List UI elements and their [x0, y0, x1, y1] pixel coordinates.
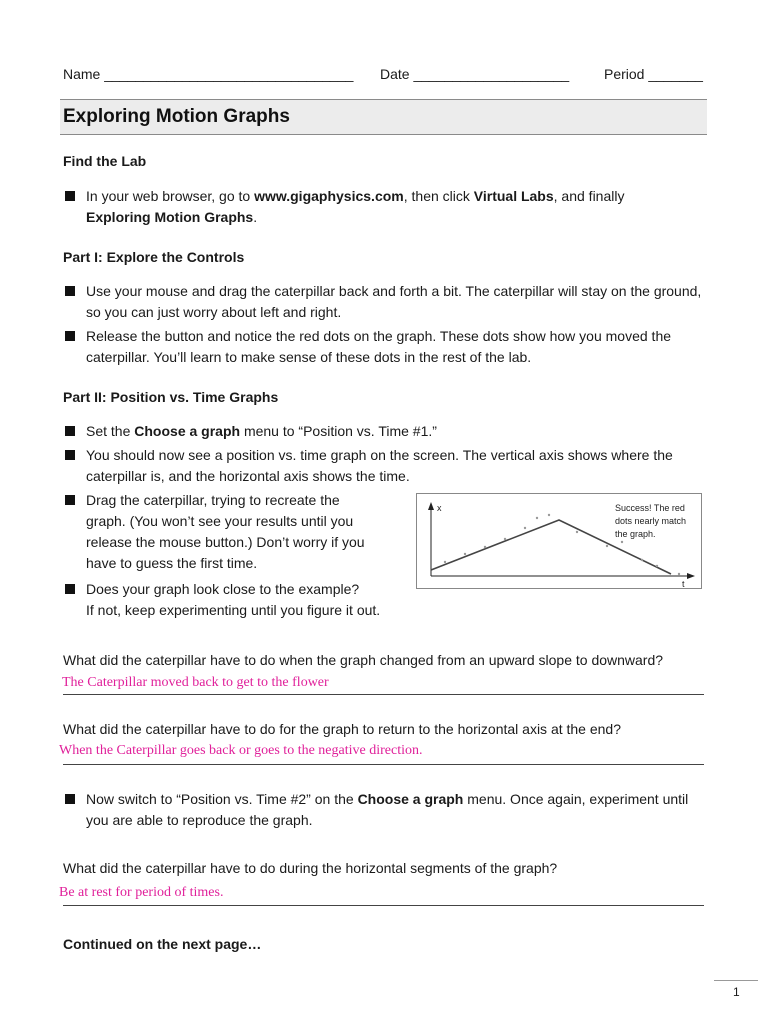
dot [678, 573, 680, 575]
part1-heading: Part I: Explore the Controls [63, 249, 245, 265]
continued-note: Continued on the next page… [63, 936, 262, 952]
question-1: What did the caterpillar have to do when the graph changed from an upward slope to downward? [63, 652, 664, 668]
bullet-square-icon [65, 584, 75, 594]
x-axis-label: x [437, 503, 442, 513]
part2-b3-line4: have to guess the first time. [86, 555, 258, 571]
bullet-square-icon [65, 286, 75, 296]
part2-b4-line2: If not, keep experimenting until you figure it out. [86, 602, 381, 618]
question-3: What did the caterpillar have to do during the horizontal segments of the graph? [63, 860, 558, 876]
bullet-square-icon [65, 450, 75, 460]
bullet-square-icon [65, 191, 75, 201]
dot [444, 561, 446, 563]
dot [656, 565, 658, 567]
success-line1: Success! The red [615, 503, 685, 513]
title-band [60, 99, 707, 135]
find-lab-text-end: . [253, 209, 258, 225]
virtual-labs-label: Virtual Labs [473, 188, 554, 204]
success-line3: the graph. [615, 529, 656, 539]
page-number-rule [714, 980, 758, 981]
part2-b4-line1: Does your graph look close to the example? [86, 581, 360, 597]
bullet-square-icon [65, 331, 75, 341]
answer-line-2 [63, 764, 704, 765]
part2b-pre: Now switch to “Position vs. Time #2” on the [86, 791, 358, 807]
x-axis-arrow-icon [687, 573, 695, 579]
part2b-post: menu. Once again, experiment until you are able to reproduce the graph. [86, 791, 689, 828]
part2-bullet-3 [63, 490, 403, 574]
bullet-square-icon [65, 426, 75, 436]
success-line2: dots nearly match [615, 516, 687, 526]
page-title: Exploring Motion Graphs [63, 106, 290, 127]
success-caption [615, 502, 701, 541]
t-axis-label: t [682, 579, 685, 589]
answer-3[interactable]: Be at rest for period of times. [59, 885, 224, 900]
dot [484, 546, 486, 548]
dot [548, 514, 550, 516]
dot [606, 545, 608, 547]
answer-1[interactable]: The Caterpillar moved back to get to the flower [62, 675, 329, 690]
part1-bullet-2 [63, 326, 713, 368]
find-lab-text-mid: , then click [403, 188, 474, 204]
find-lab-heading: Find the Lab [63, 153, 147, 169]
example-graph [416, 493, 702, 589]
answer-line-1 [63, 694, 704, 695]
part2-b3-line3: release the mouse button.) Don’t worry if you [86, 534, 365, 550]
period-field: Period _______ [604, 66, 703, 82]
part1-bullet-2-text: Release the button and notice the red dots on the graph. These dots show how you moved the caterpillar. You’ll learn to make sense of these dots in the rest of the lab. [86, 328, 672, 365]
part2-bullet-1 [63, 421, 713, 442]
question-2: What did the caterpillar have to do for the graph to return to the horizontal axis at the end? [63, 721, 622, 737]
find-lab-text: In your web browser, go to [86, 188, 255, 204]
part2b-bullet [63, 789, 713, 831]
part2-bullet-4 [63, 579, 423, 621]
dot [464, 553, 466, 555]
page-number: 1 [733, 985, 740, 999]
dot [641, 559, 643, 561]
answer-2[interactable]: When the Caterpillar goes back or goes to the negative direction. [59, 743, 423, 758]
dot [504, 538, 506, 540]
lab-name: Exploring Motion Graphs [86, 209, 254, 225]
site-name: www.gigaphysics.com [254, 188, 404, 204]
find-lab-bullet [63, 186, 713, 228]
dot [576, 531, 578, 533]
part2-heading: Part II: Position vs. Time Graphs [63, 389, 279, 405]
part2-b1-pre: Set the [86, 423, 135, 439]
choose-graph-label: Choose a graph [134, 423, 241, 439]
dot [621, 541, 623, 543]
part2-bullet-2 [63, 445, 713, 487]
part2-b3-line1: Drag the caterpillar, trying to recreate the [86, 492, 340, 508]
part2-bullet-2-text: You should now see a position vs. time graph on the screen. The vertical axis shows where the caterpillar is, and the horizontal axis shows the time. [86, 447, 673, 484]
name-field: Name ________________________________ [63, 66, 354, 82]
part2-b3-line2: graph. (You won’t see your results until you [86, 513, 354, 529]
part2-b1-post: menu to “Position vs. Time #1.” [240, 423, 437, 439]
part1-bullet-1 [63, 281, 713, 323]
date-field: Date ____________________ [380, 66, 570, 82]
answer-line-3 [63, 905, 704, 906]
bullet-square-icon [65, 794, 75, 804]
y-axis-arrow-icon [428, 502, 434, 510]
dot [524, 527, 526, 529]
find-lab-text-and: , and finally [553, 188, 625, 204]
bullet-square-icon [65, 495, 75, 505]
choose-graph-label-2: Choose a graph [357, 791, 464, 807]
dot [536, 517, 538, 519]
part1-bullet-1-text: Use your mouse and drag the caterpillar back and forth a bit. The caterpillar will stay on the ground, so you can just worry about left and right. [86, 283, 702, 320]
